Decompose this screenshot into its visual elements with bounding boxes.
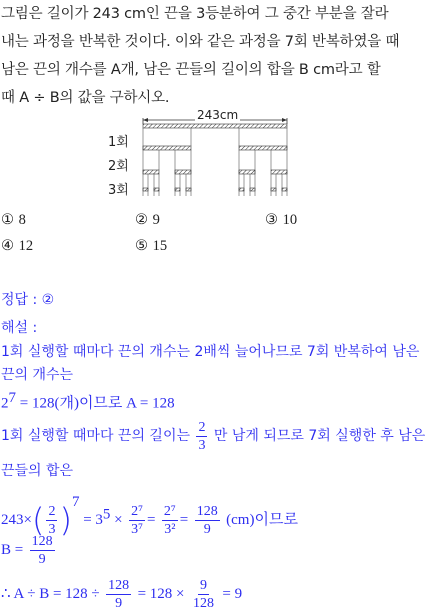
string-cutting-figure: [100, 104, 300, 200]
step2-bar-1: [143, 170, 159, 174]
question-line-1: 그림은 길이가 243 cm인 끈을 3등분하여 그 중간 부분을 잘라: [1, 6, 389, 22]
solution-line-2: 끈의 개수는: [1, 367, 74, 383]
length-label: 243cm: [197, 108, 239, 122]
answer-label: 정답 : ②: [1, 292, 55, 308]
solution-sum-equation: 243×( $\frac{2}{3}$ )$^7 = 3^5$ × $\frac{\text{2⁷}}{\text{3⁷}}$ = $\frac{\text{2⁷}}{\text{3²}}$ = $\frac{128}{9}$ (cm)이므로: [1, 494, 298, 539]
step1-bar-right: [239, 146, 287, 150]
solution-line-4: 1회 실행할 때마다 끈의 길이는 $\frac{2}{3}$ 만 남게 되므로 7회 실행한 후 남은: [1, 419, 425, 453]
choice-4[interactable]: ④ 12: [1, 238, 34, 254]
solution-line-1: 1회 실행할 때마다 끈의 개수는 2배씩 늘어나므로 7회 반복하여 남은: [1, 344, 420, 360]
step-label-3: 3회: [108, 183, 129, 198]
explanation-label: 해설 :: [1, 320, 38, 336]
question-line-3: 남은 끈의 개수를 A개, 남은 끈들의 길이의 합을 B cm라고 할: [1, 62, 381, 78]
choice-2[interactable]: ② 9: [135, 212, 160, 228]
choice-5[interactable]: ⑤ 15: [135, 238, 168, 254]
step3-bars: [143, 188, 287, 191]
full-string-bar: [143, 124, 287, 128]
solution-final-equation: ∴ A ÷ B = 128 ÷ $\frac{128}{9}$ = 128 × $\frac{9}{128}$ = 9: [1, 577, 243, 611]
choice-1[interactable]: ① 8: [1, 212, 26, 228]
measure-right-arrow: [282, 118, 287, 122]
step2-bar-3: [239, 170, 255, 174]
step2-bar-2: [175, 170, 191, 174]
step2-bar-4: [271, 170, 287, 174]
solution-count-line: $2^7 = 128$(개)이므로 A = 128: [1, 390, 175, 412]
measure-left-arrow: [143, 118, 148, 122]
step1-bar-left: [143, 146, 191, 150]
solution-line-5: 끈들의 합은: [1, 463, 74, 479]
step-label-2: 2회: [108, 159, 129, 174]
solution-b-equation: B = $\frac{128}{9}$: [1, 533, 53, 567]
question-line-4: 때 A ÷ B의 값을 구하시오.: [1, 90, 170, 106]
choice-3[interactable]: ③ 10: [265, 212, 298, 228]
question-line-2: 내는 과정을 반복한 것이다. 이와 같은 과정을 7회 반복하였을 때: [1, 34, 400, 50]
step-label-1: 1회: [108, 135, 129, 150]
